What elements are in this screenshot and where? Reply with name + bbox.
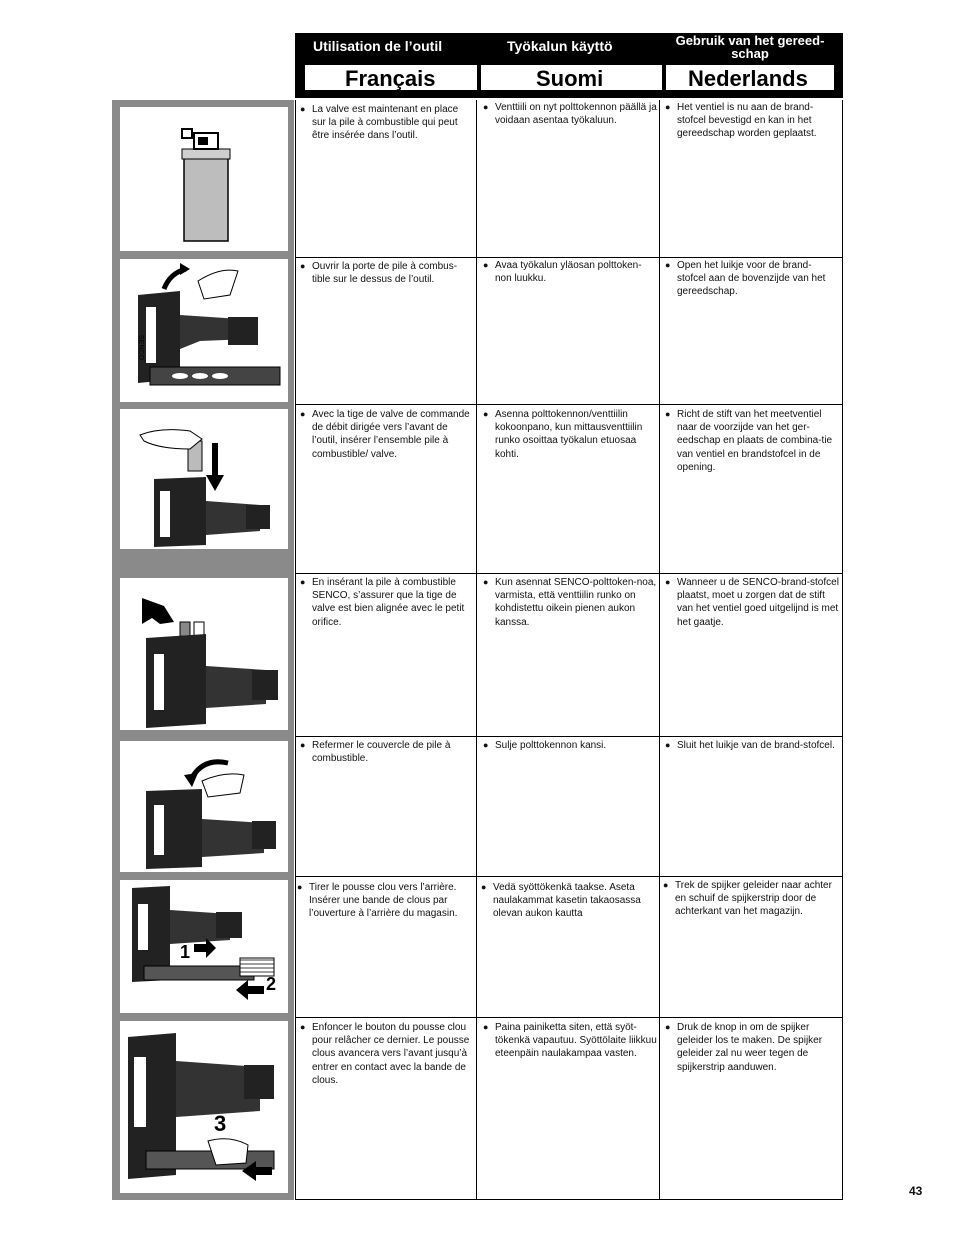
row7-french: ● Enfoncer le bouton du pousse clou pour relâcher ce dernier. Le pousse clous avancera vers l’avant jusqu’à entrer en contact avec la bande de clous. <box>300 1022 470 1086</box>
close-cover-illustration <box>120 741 288 872</box>
align-valve-illustration <box>120 578 288 730</box>
row5-french: ● Refermer le couvercle de pile à combustible. <box>300 740 451 765</box>
row1-finnish: ● Venttiili on nyt polttokennon päällä ja voidaan asentaa työkaluun. <box>483 102 657 127</box>
row5-dutch: ● Sluit het luikje van de brand-stofcel. <box>665 740 835 751</box>
step-label-3: 3 <box>214 1111 227 1136</box>
row3-dutch: ● Richt de stift van het meetventiel naar de voorzijde van het ger-eedschap en plaats de combina-tie van ventiel en brandstofcel in de opening. <box>665 409 833 473</box>
row6-finnish: ● Vedä syöttökenkä taakse. Aseta naulakammat kasetin takaosassa olevan aukon kautta <box>481 882 641 920</box>
row6-dutch: ● Trek de spijker geleider naar achter en schuif de spijkerstrip door de achterkant van het magazijn. <box>663 880 832 918</box>
step-label-2: 2 <box>266 974 277 994</box>
row3-finnish: ● Asenna polttokennon/venttiilin kokoonpano, kun mittausventtiilin runko osoittaa työkalun etuosaa kohti. <box>483 409 643 460</box>
open-door-illustration <box>120 259 288 402</box>
row7-finnish: ● Paina painiketta siten, että syöt-tökenkä vapautuu. Syöttölaite liikkuu eteenpäin naulakampaa vasten. <box>483 1022 657 1060</box>
row4-finnish: ● Kun asennat SENCO-polttoken-noa, varmista, että venttiilin runko on kohdistettu oikein pienen aukon kanssa. <box>483 577 657 628</box>
row4-french: ● En insérant la pile à combustible SENCO, s’assurer que la tige de valve est bien alignée avec le petit orifice. <box>300 577 465 628</box>
row1-dutch: ● Het ventiel is nu aan de brand-stofcel bevestigd en kan in het gereedschap worden geplaatst. <box>665 102 817 140</box>
subtitle-french: Utilisation de l’outil <box>313 38 443 54</box>
row6-french: ● Tirer le pousse clou vers l’arrière. Insérer une bande de clous par l’ouverture à l’arrière du magasin. <box>297 882 458 920</box>
row1-french: ● La valve est maintenant en place sur la pile à combustible qui peut être insérée dans l’outil. <box>300 104 459 142</box>
page-header <box>295 33 843 98</box>
row3-french: ● Avec la tige de valve de commande de débit dirigée vers l’avant de l’outil, insérer l’ensemble pile à combustible/ valve. <box>300 409 470 460</box>
row2-french: ● Ouvrir la porte de pile à combus-tible sur le dessus de l’outil. <box>300 261 458 286</box>
step-label-1: 1 <box>180 942 191 962</box>
row4-dutch: ● Wanneer u de SENCO-brand-stofcel plaatst, moet u zorgen dat de stift van het ventiel goed uitgelijnd is met het gaatje. <box>665 577 839 628</box>
fuel-cell-illustration <box>120 107 288 251</box>
row5-finnish: ● Sulje polttokennon kansi. <box>483 740 607 751</box>
pull-pusher-illustration <box>120 880 288 1013</box>
language-french: Français <box>304 64 478 91</box>
insert-fuel-cell-illustration <box>120 409 288 549</box>
row2-finnish: ● Avaa työkalun yläosan polttoken-non luukku. <box>483 260 642 285</box>
row2-dutch: ● Open het luikje voor de brand-stofcel aan de bovenzijde van het gereedschap. <box>665 260 826 298</box>
language-finnish: Suomi <box>480 64 663 91</box>
brand-label: SENCO <box>137 335 144 360</box>
subtitle-dutch: Gebruik van het gereed- schap <box>675 33 825 61</box>
language-dutch: Nederlands <box>665 64 835 91</box>
release-pusher-illustration <box>120 1021 288 1193</box>
subtitle-finnish: Työkalun käyttö <box>507 38 613 54</box>
row7-dutch: ● Druk de knop in om de spijker geleider los te maken. De spijker geleider zal nu weer tegen de spijkerstrip aanduwen. <box>665 1022 823 1073</box>
page-number: 43 <box>909 1184 923 1198</box>
